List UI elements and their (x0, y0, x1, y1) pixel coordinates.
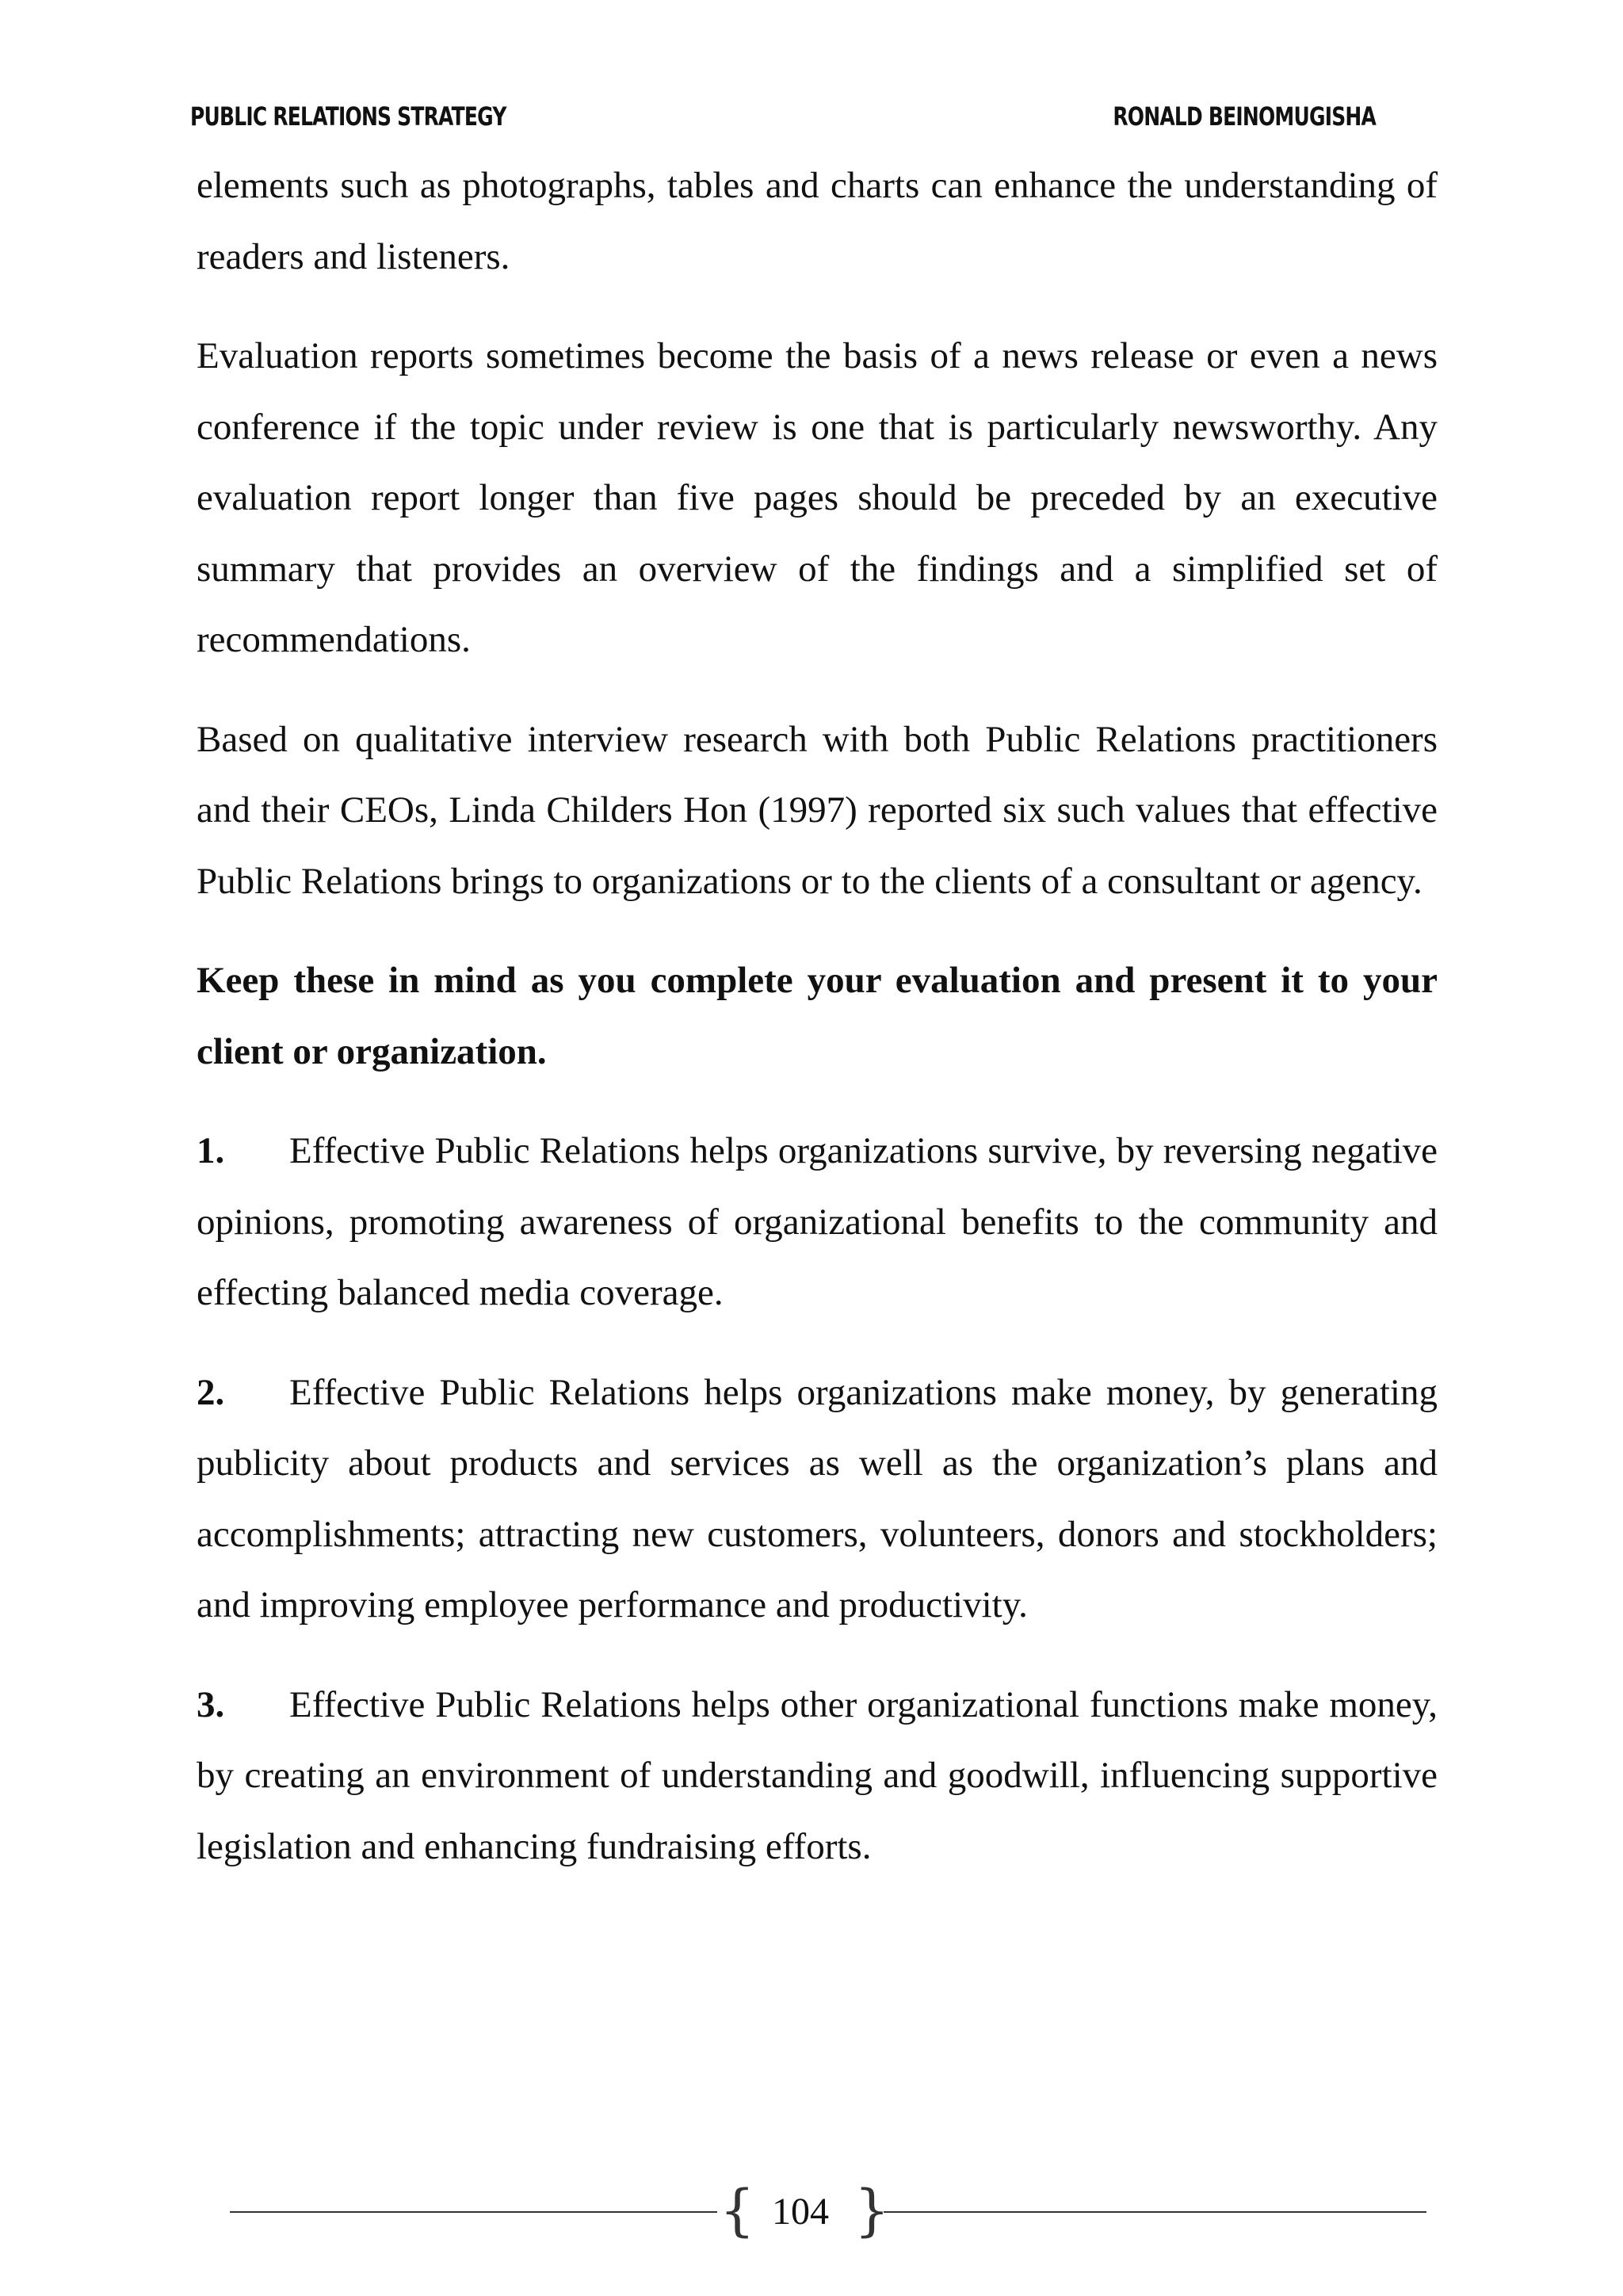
list-item-number: 3. (197, 1683, 225, 1725)
list-item-text: Effective Public Relations helps other organizational functions make money, by creating an environment of understanding and goodwill, influencing supportive legislation and enhancing fundraising efforts. (197, 1683, 1438, 1867)
header-book-title: PUBLIC RELATIONS STRATEGY (190, 101, 506, 132)
header-author-name: RONALD BEINOMUGISHA (1113, 101, 1377, 132)
list-item (197, 1358, 1438, 1641)
list-item (197, 1116, 1438, 1329)
page-footer (230, 2176, 1426, 2247)
footer-bracket-close: } (854, 2178, 890, 2243)
running-header (190, 101, 1377, 139)
list-item-text: Effective Public Relations helps organizations survive, by reversing negative opinions, promoting awareness of organizational benefits to the community and effecting balanced media coverage. (197, 1130, 1438, 1313)
list-item-text: Effective Public Relations helps organizations make money, by generating publicity about products and services as well as the organization’s plans and accomplishments; attracting new customers, volunteers, donors and stockholders; and improving employee performance and productivity. (197, 1371, 1438, 1626)
page-number: 104 (772, 2191, 829, 2233)
list-item-number: 2. (197, 1371, 225, 1413)
footer-rule-left (230, 2211, 717, 2213)
paragraph: Evaluation reports sometimes become the basis of a news release or even a news conference if the topic under review is one that is particularly newsworthy. Any evaluation report longer than five pages should be preceded by an executive summary that provides an overview of the findings and a simplified set of recommendations. (197, 335, 1438, 660)
paragraph: elements such as photographs, tables and charts can enhance the understanding of readers and listeners. (197, 165, 1438, 277)
emphasis-paragraph: Keep these in mind as you complete your evaluation and present it to your client or organization. (197, 960, 1438, 1072)
paragraph: Based on qualitative interview research with both Public Relations practitioners and their CEOs, Linda Childers Hon (1997) reported six such values that effective Public Relations brings to organizations or to the clients of a consultant or agency. (197, 718, 1438, 902)
footer-rule-right (884, 2211, 1426, 2213)
list-item-number: 1. (197, 1130, 225, 1171)
list-item (197, 1670, 1438, 1883)
footer-bracket-open: { (720, 2178, 755, 2243)
body-text (197, 151, 1438, 1911)
